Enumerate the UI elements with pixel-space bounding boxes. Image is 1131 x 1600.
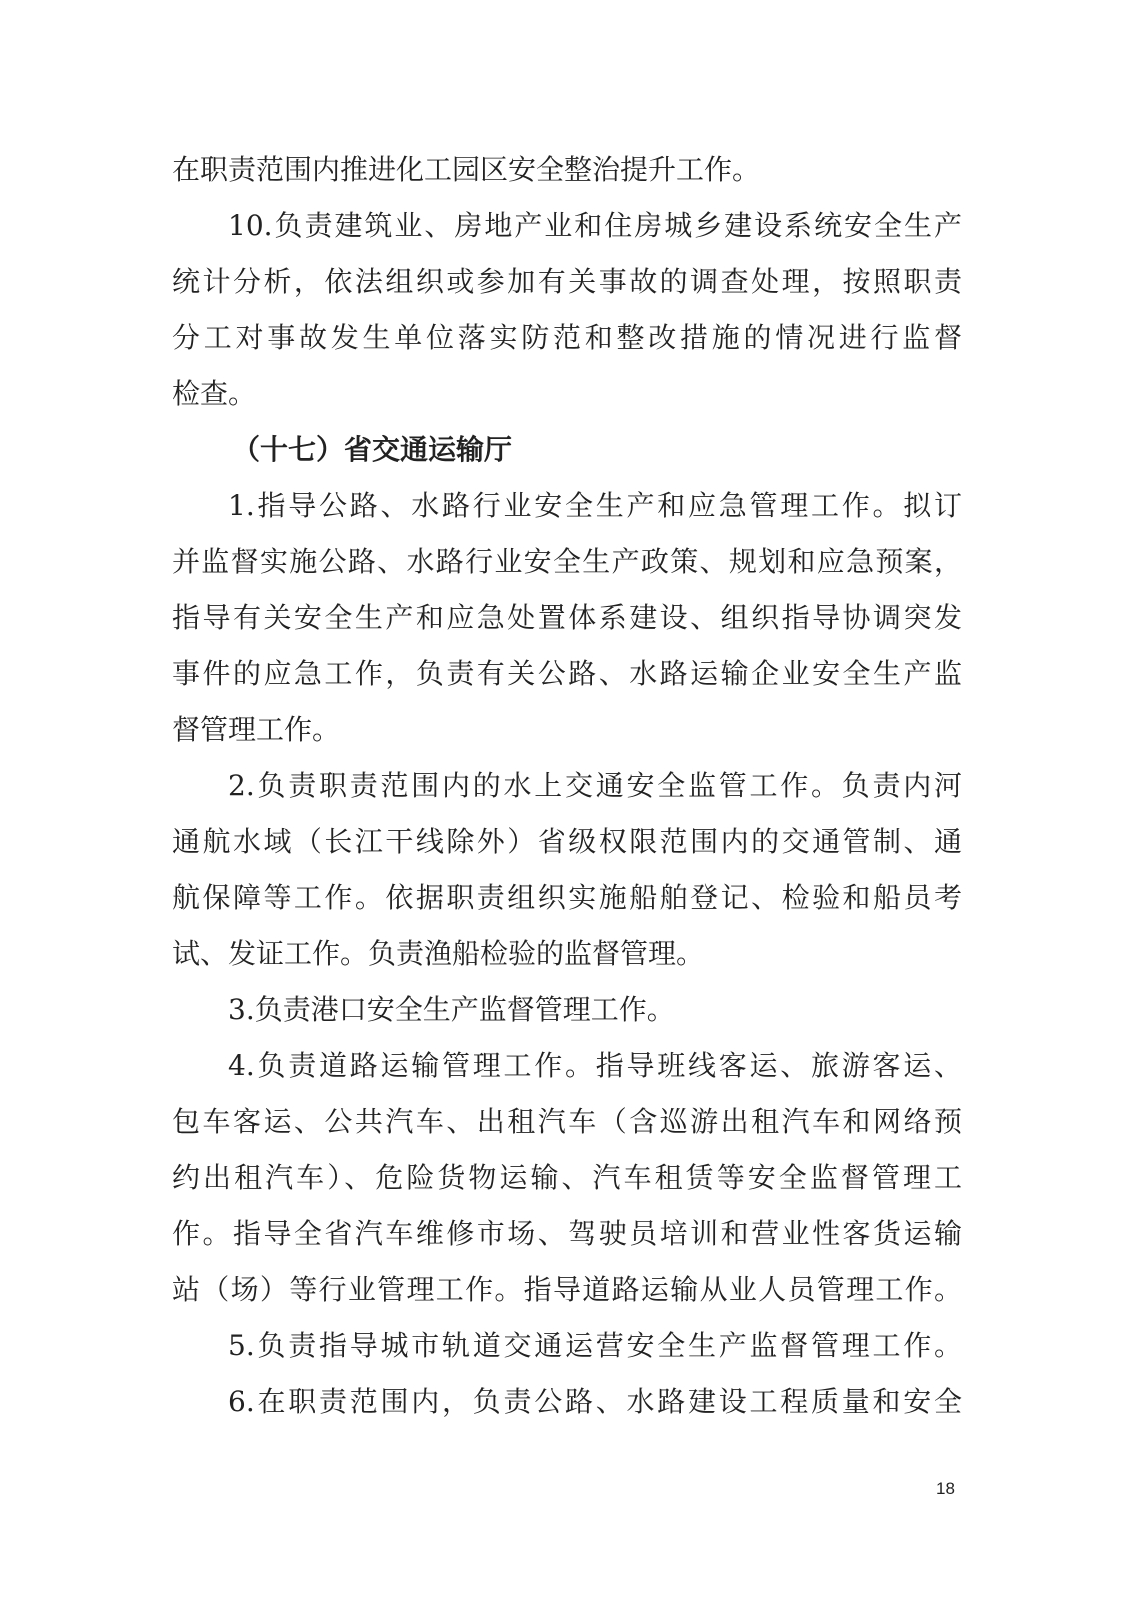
body-text-line: 站（场）等行业管理工作。指导道路运输从业人员管理工作。	[172, 1273, 962, 1306]
list-item-4-line: 4.负责道路运输管理工作。指导班线客运、旅游客运、	[228, 1049, 962, 1082]
list-item-2-line: 2.负责职责范围内的水上交通安全监管工作。负责内河	[228, 769, 962, 802]
section-heading: （十七）省交通运输厅	[232, 433, 513, 466]
body-text-line: 指导有关安全生产和应急处置体系建设、组织指导协调突发	[172, 601, 962, 634]
list-item-6-line: 6.在职责范围内，负责公路、水路建设工程质量和安全	[228, 1385, 962, 1418]
body-text-line: 作。指导全省汽车维修市场、驾驶员培训和营业性客货运输	[172, 1217, 962, 1250]
body-text-line: 统计分析，依法组织或参加有关事故的调查处理，按照职责	[172, 265, 962, 298]
body-text-line: 试、发证工作。负责渔船检验的监督管理。	[172, 937, 705, 970]
list-item-10-line: 10.负责建筑业、房地产业和住房城乡建设系统安全生产	[228, 209, 962, 242]
body-text-line: 在职责范围内推进化工园区安全整治提升工作。	[172, 153, 761, 186]
body-text-line: 并监督实施公路、水路行业安全生产政策、规划和应急预案，	[172, 545, 962, 578]
list-item-5-line: 5.负责指导城市轨道交通运营安全生产监督管理工作。	[228, 1329, 962, 1362]
body-text-line: 通航水域（长江干线除外）省级权限范围内的交通管制、通	[172, 825, 962, 858]
body-text-line: 督管理工作。	[172, 713, 341, 746]
page-number: 18	[936, 1479, 955, 1498]
list-item-1-line: 1.指导公路、水路行业安全生产和应急管理工作。拟订	[228, 489, 962, 522]
body-text-line: 航保障等工作。依据职责组织实施船舶登记、检验和船员考	[172, 881, 962, 914]
body-text-line: 包车客运、公共汽车、出租汽车（含巡游出租汽车和网络预	[172, 1105, 962, 1138]
body-text-line: 分工对事故发生单位落实防范和整改措施的情况进行监督	[172, 321, 962, 354]
body-text-line: 事件的应急工作，负责有关公路、水路运输企业安全生产监	[172, 657, 962, 690]
body-text-line: 检查。	[172, 377, 257, 410]
list-item-3-line: 3.负责港口安全生产监督管理工作。	[228, 993, 675, 1026]
body-text-line: 约出租汽车）、危险货物运输、汽车租赁等安全监督管理工	[172, 1161, 962, 1194]
